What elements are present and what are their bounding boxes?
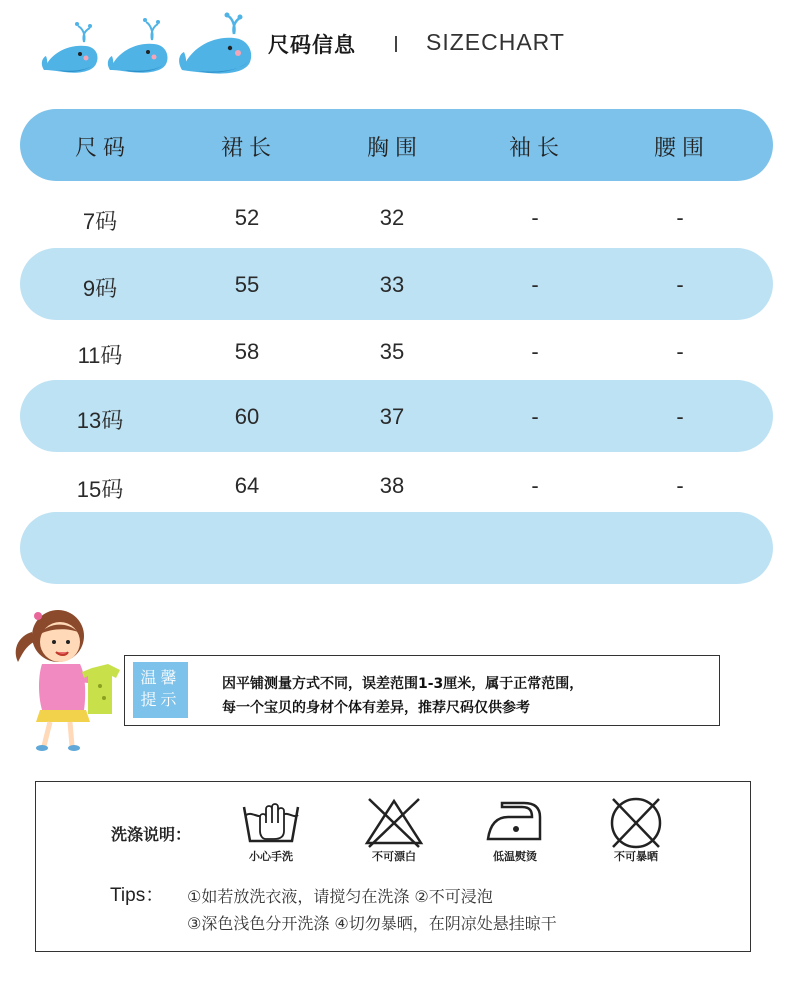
cell-sleeve: - — [531, 272, 539, 297]
cell-size: 11码 — [77, 343, 123, 368]
tip-label-line1: 温馨 — [140, 668, 181, 687]
cell-chest: 38 — [379, 473, 405, 498]
cell-chest: 35 — [379, 339, 405, 364]
wash-title: 洗涤说明： — [111, 825, 192, 844]
cell-waist: - — [676, 473, 684, 498]
table-row — [20, 449, 773, 521]
tip-text-line2: 每一个宝贝的身材个体有差异，推荐尺码仅供参考 — [222, 700, 530, 716]
column-header-waist: 腰围 — [653, 136, 711, 161]
cell-dress-length: 64 — [234, 473, 260, 498]
cell-size: 13码 — [76, 408, 124, 433]
girl-illustration — [8, 606, 128, 754]
column-header-size: 尺码 — [74, 136, 132, 161]
cell-sleeve: - — [531, 339, 539, 364]
cell-chest: 37 — [379, 404, 405, 429]
tips-line1: ①如若放洗衣液，请搅匀在洗涤 ②不可浸泡 — [187, 887, 493, 906]
no-sun-dry-label: 不可暴晒 — [614, 850, 658, 863]
page-title: 尺码信息 — [268, 33, 356, 57]
cell-waist: - — [676, 339, 684, 364]
column-header-chest: 胸围 — [366, 136, 424, 161]
whale-icon-small — [42, 22, 98, 73]
page-title-en: SIZECHART — [426, 29, 565, 55]
no-bleach-label: 不可漂白 — [372, 850, 416, 863]
tip-label-line2: 提示 — [140, 690, 181, 709]
cell-chest: 33 — [379, 272, 405, 297]
cell-waist: - — [676, 205, 684, 230]
table-row — [20, 181, 773, 253]
cell-sleeve: - — [531, 404, 539, 429]
column-header-dress-length: 裙长 — [220, 136, 278, 161]
cell-sleeve: - — [531, 205, 539, 230]
tips-line2: ③深色浅色分开洗涤 ④切勿暴晒，在阴凉处悬挂晾干 — [187, 914, 557, 933]
cell-size: 15码 — [76, 477, 124, 502]
low-iron-label: 低温熨烫 — [493, 850, 537, 863]
whale-icon-medium — [108, 18, 168, 73]
cell-dress-length: 55 — [234, 272, 260, 297]
table-row — [20, 315, 773, 387]
whales-decoration — [40, 12, 265, 78]
table-row — [20, 380, 773, 452]
cell-dress-length: 52 — [234, 205, 260, 230]
cell-dress-length: 58 — [234, 339, 260, 364]
table-row-empty — [20, 512, 773, 584]
low-iron-icon — [478, 793, 548, 853]
column-header-sleeve: 袖长 — [508, 136, 566, 161]
cell-waist: - — [676, 404, 684, 429]
cell-chest: 32 — [379, 205, 405, 230]
tips-heading: Tips： — [110, 885, 165, 906]
cell-waist: - — [676, 272, 684, 297]
no-bleach-icon — [359, 793, 429, 853]
whale-icon-large — [179, 13, 251, 74]
cell-dress-length: 60 — [234, 404, 260, 429]
title-separator — [395, 36, 397, 52]
hand-wash-label: 小心手洗 — [249, 850, 293, 863]
table-row — [20, 248, 773, 320]
tip-text-line1: 因平铺测量方式不同，误差范围1-3厘米，属于正常范围， — [222, 676, 584, 692]
cell-size: 9码 — [82, 276, 118, 301]
no-sun-dry-icon — [601, 793, 671, 853]
tip-label — [133, 662, 188, 718]
hand-wash-icon — [236, 793, 306, 853]
cell-size: 7码 — [82, 209, 118, 234]
cell-sleeve: - — [531, 473, 539, 498]
table-header-row — [20, 109, 773, 181]
